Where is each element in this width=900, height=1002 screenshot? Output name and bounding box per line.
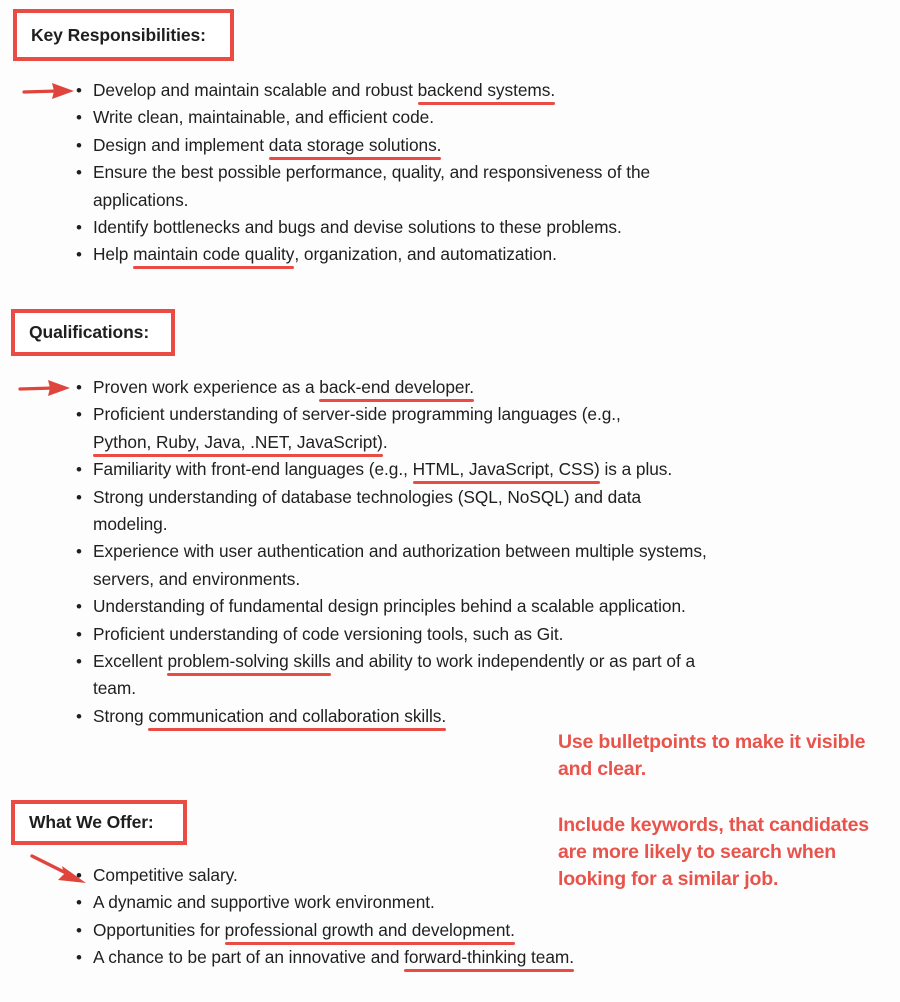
list-item-text-post: is a plus. [599, 459, 673, 480]
list-item-text-pre: Understanding of fundamental design principles behind a scalable application. [93, 596, 686, 617]
list-item [72, 241, 682, 268]
list-item-text-post: and ability to work independently or as part of a team. [93, 651, 696, 699]
list-item [72, 132, 682, 159]
list-item-text-pre: Design and implement [93, 134, 269, 155]
list-item [72, 104, 682, 131]
list-item-text-pre: Familiarity with front-end languages (e.g., [93, 459, 413, 480]
list-item-highlight: backend systems. [417, 80, 556, 100]
list-item-highlight: problem-solving skills [167, 651, 331, 672]
list-item-text-pre: A dynamic and supportive work environment. [93, 892, 435, 913]
list-item [72, 401, 712, 456]
list-item-text-pre: Help [93, 244, 134, 265]
annotation-note-keywords: Include keywords, that candidates are more likely to search when looking for a similar job. [558, 814, 869, 890]
list-item [72, 703, 712, 730]
list-item [72, 456, 712, 483]
list-item-highlight: back-end developer. [319, 377, 474, 397]
list-item-text-pre: Excellent [93, 651, 168, 672]
list-item-text-pre: Ensure the best possible performance, quality, and responsiveness of the applications. [93, 162, 651, 210]
section-heading-what-we-offer [11, 800, 187, 845]
list-item-text-pre: Experience with user authentication and authorization between multiple systems, servers, and environments. [93, 541, 707, 589]
list-item-text-pre: Strong understanding of database technologies (SQL, NoSQL) and data modeling. [93, 486, 642, 535]
list-item-highlight: professional growth and development. [224, 919, 515, 940]
list-item-text-pre: Opportunities for [93, 919, 225, 940]
list-item-text-pre: Competitive salary. [93, 865, 238, 885]
list-item-text-pre: Proficient understanding of code versioning tools, such as Git. [93, 623, 564, 644]
section-heading-qualifications [11, 309, 175, 356]
section-heading-label: Key Responsibilities: [31, 24, 206, 45]
list-item [72, 889, 712, 916]
list-item-highlight: HTML, JavaScript, CSS) [412, 459, 600, 480]
bullet-list-qualifications [72, 374, 712, 730]
list-item [72, 214, 682, 241]
list-item [72, 917, 712, 944]
list-item [72, 621, 712, 648]
list-item-text-pre: Strong [93, 705, 149, 726]
list-item [72, 593, 712, 620]
section-heading-label: What We Offer: [29, 812, 154, 832]
list-item-text-post: , organization, and automatization. [294, 244, 557, 265]
list-item-highlight: Python, Ruby, Java, .NET, JavaScript) [93, 431, 383, 452]
list-item-text-pre: Proven work experience as a [93, 377, 320, 397]
list-item-text-post: . [382, 431, 388, 452]
list-item-text-pre: Identify bottlenecks and bugs and devise solutions to these problems. [93, 217, 622, 238]
list-item [72, 484, 712, 539]
list-item-text-pre: A chance to be part of an innovative and [93, 947, 405, 968]
list-item [72, 538, 712, 593]
list-item [72, 648, 712, 703]
list-item-highlight: communication and collaboration skills. [148, 705, 447, 726]
list-item-text-pre: Write clean, maintainable, and efficient code. [93, 107, 434, 128]
list-item [72, 374, 712, 401]
list-item-highlight: data storage solutions. [268, 134, 442, 155]
list-item-highlight: forward-thinking team. [404, 947, 575, 968]
list-item [72, 944, 712, 971]
list-item-highlight: maintain code quality [133, 244, 295, 265]
pointer-arrow-icon [18, 375, 76, 401]
bullet-list-key-responsibilities [72, 77, 682, 269]
list-item [72, 77, 682, 104]
section-heading-label: Qualifications: [29, 322, 150, 342]
section-heading-key-responsibilities [13, 9, 234, 61]
list-item-text-pre: Proficient understanding of server-side programming languages (e.g., [93, 404, 621, 425]
list-item [72, 159, 682, 214]
list-item-text-pre: Develop and maintain scalable and robust [93, 80, 418, 100]
annotation-note-bulletpoints: Use bulletpoints to make it visible and clear. [558, 731, 866, 780]
